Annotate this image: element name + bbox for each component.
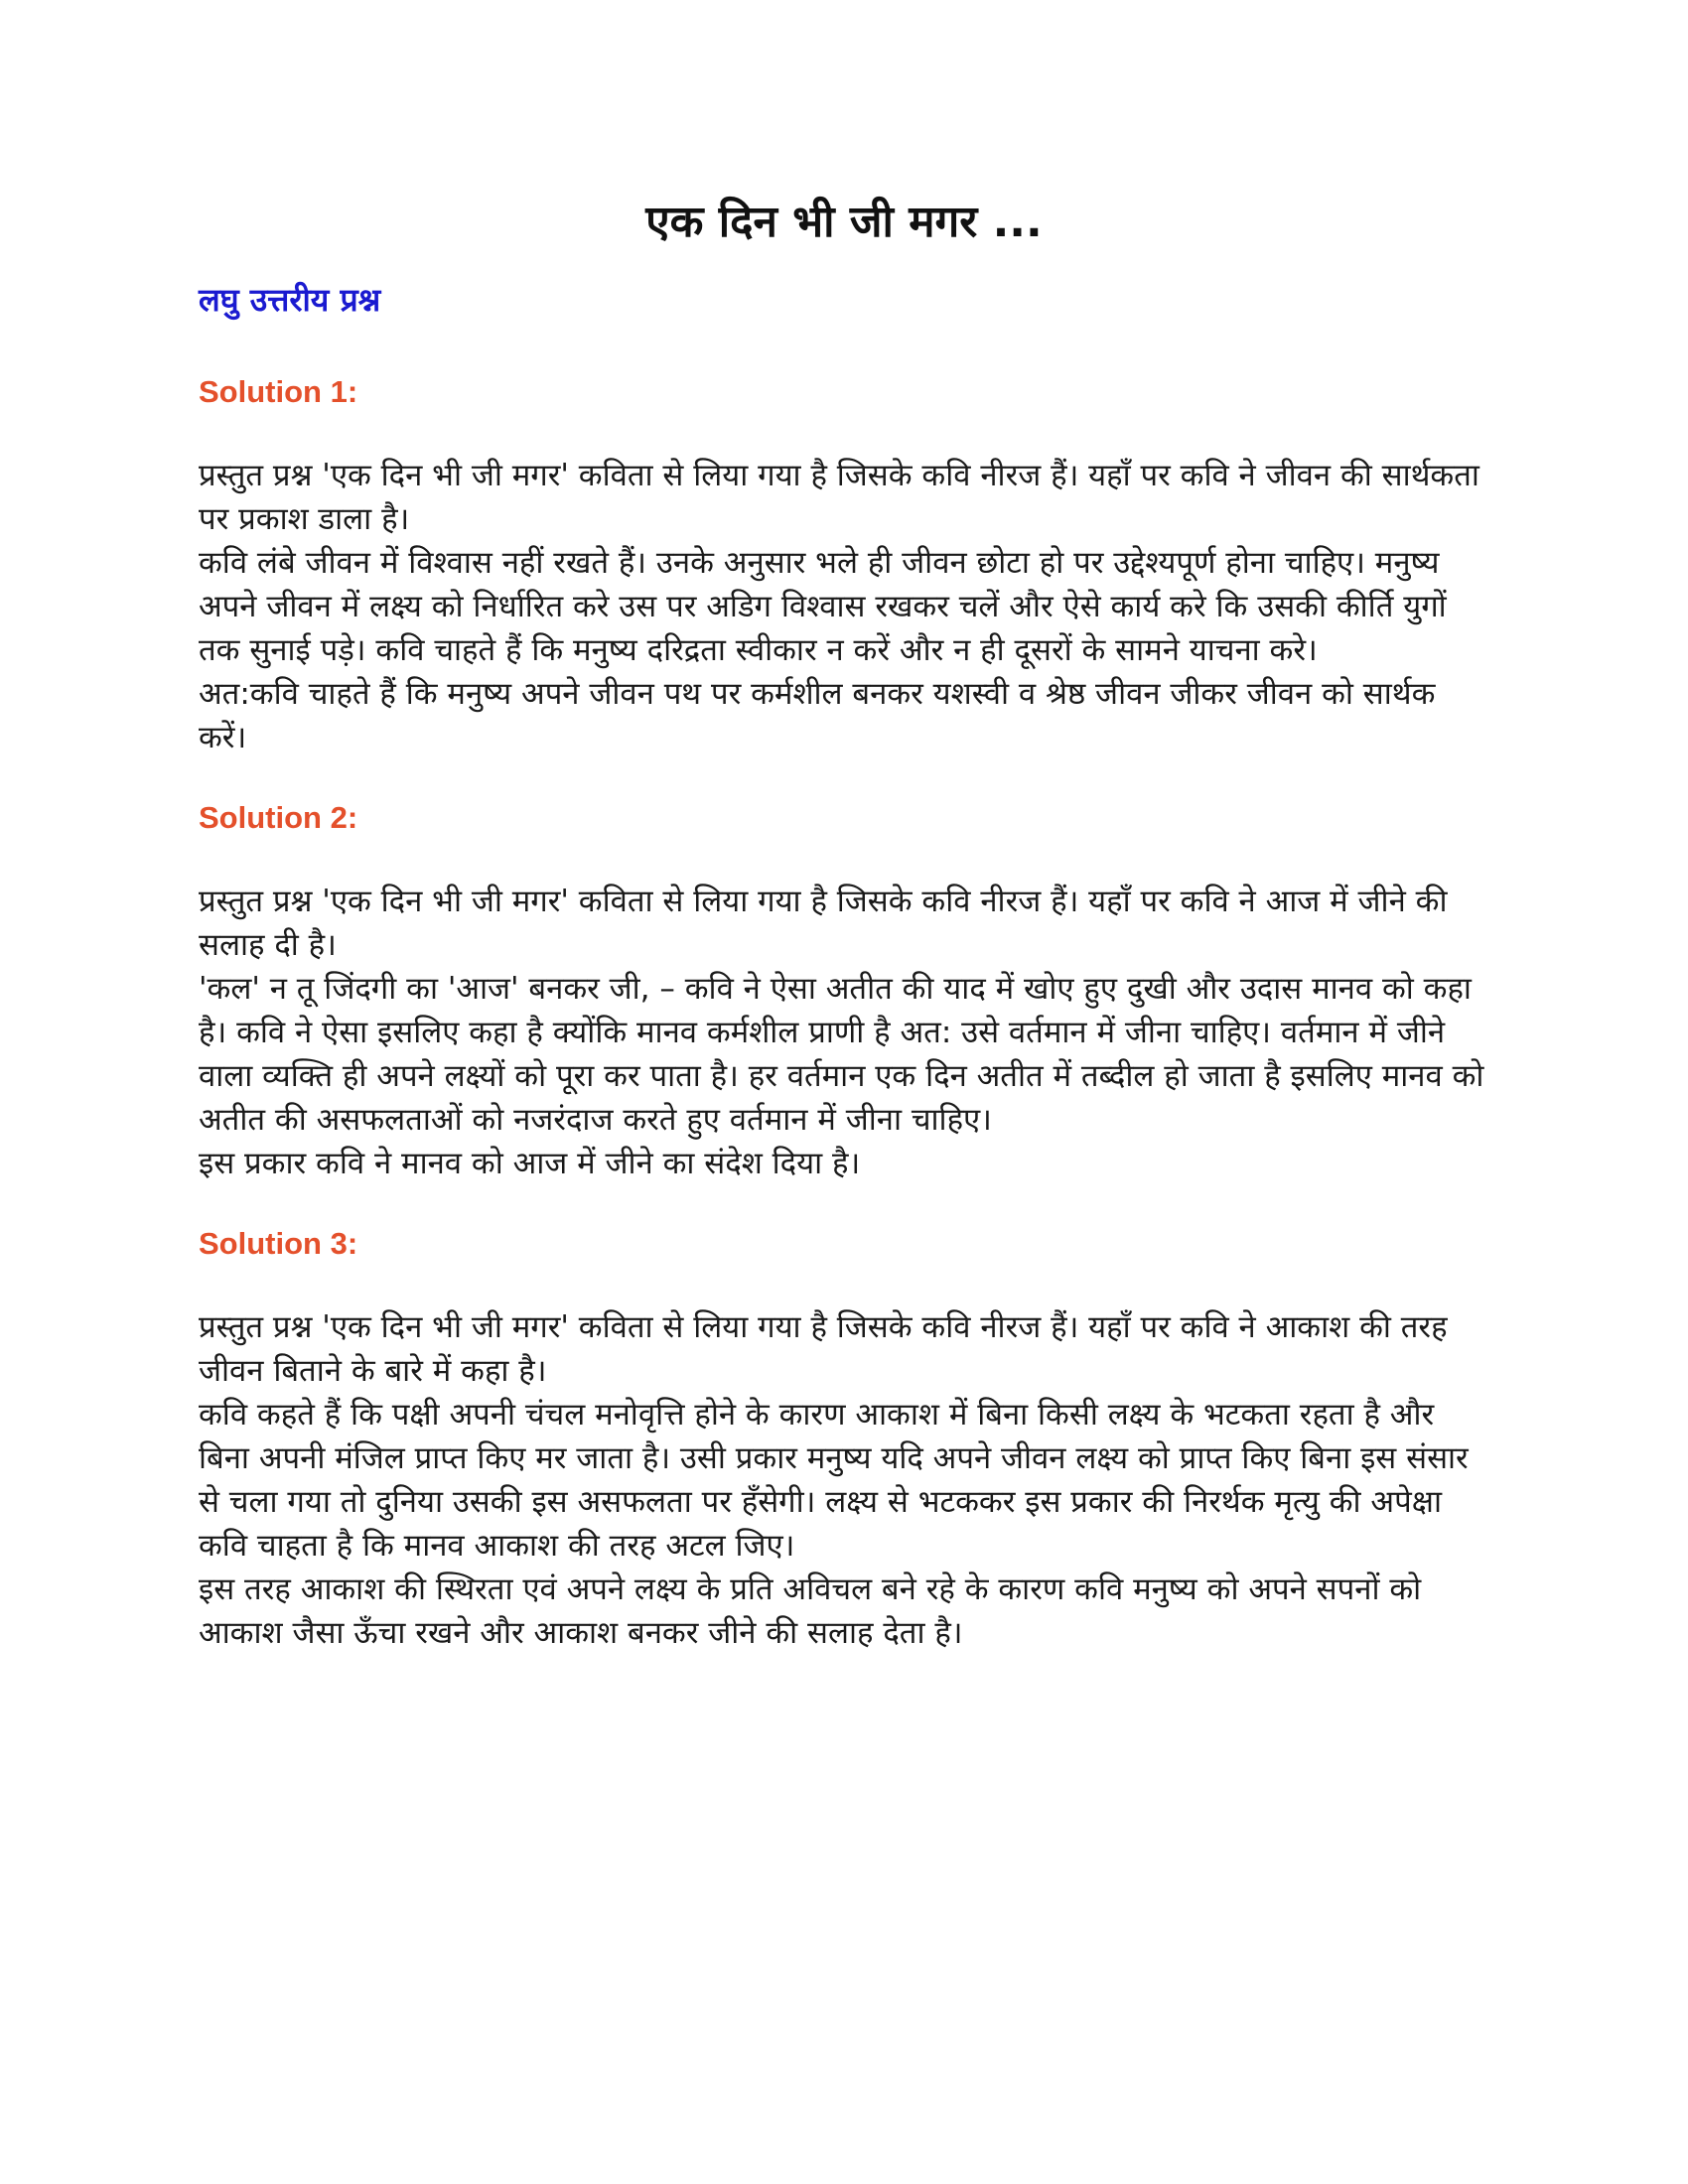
solution-paragraph: कवि कहते हैं कि पक्षी अपनी चंचल मनोवृत्ति होने के कारण आकाश में बिना किसी लक्ष्य के भटकता रहता है और बिना अपनी मंजिल प्राप्त किए मर जाता है। उसी प्रकार मनुष्य यदि अपने जीवन लक्ष्य को प्राप्त किए बिना इस संसार से चला गया तो दुनिया उसकी इस असफलता पर हँसेगी। लक्ष्य से भटककर इस प्रकार की निरर्थक मृत्यु की अपेक्षा कवि चाहता है कि मानव आकाश की तरह अटल जिए। <box>199 1397 1469 1565</box>
solution-paragraph: 'कल' न तू जिंदगी का 'आज' बनकर जी, – कवि ने ऐसा अतीत की याद में खोए हुए दुखी और उदास मानव को कहा है। कवि ने ऐसा इसलिए कहा है क्योंकि मानव कर्मशील प्राणी है अत: उसे वर्तमान में जीना चाहिए। वर्तमान में जीने वाला व्यक्ति ही अपने लक्ष्यों को पूरा कर पाता है। हर वर्तमान एक दिन अतीत में तब्दील हो जाता है इसलिए मानव को अतीत की असफलताओं को नजरंदाज करते हुए वर्तमान में जीना चाहिए। <box>199 971 1484 1139</box>
solution-block-3 <box>199 1225 1489 1655</box>
solution-block-2 <box>199 799 1489 1185</box>
solution-paragraph: इस तरह आकाश की स्थिरता एवं अपने लक्ष्य के प्रति अविचल बने रहे के कारण कवि मनुष्य को अपने सपनों को आकाश जैसा ऊँचा रखने और आकाश बनकर जीने की सलाह देता है। <box>199 1571 1422 1652</box>
solution-paragraph: इस प्रकार कवि ने मानव को आज में जीने का संदेश दिया है। <box>199 1146 861 1182</box>
solution-paragraph: प्रस्तुत प्रश्न 'एक दिन भी जी मगर' कविता से लिया गया है जिसके कवि नीरज हैं। यहाँ पर कवि ने जीवन की सार्थकता पर प्रकाश डाला है। <box>199 457 1479 537</box>
solution-paragraph: प्रस्तुत प्रश्न 'एक दिन भी जी मगर' कविता से लिया गया है जिसके कवि नीरज हैं। यहाँ पर कवि ने आज में जीने की सलाह दी है। <box>199 884 1448 964</box>
solution-paragraph: कवि लंबे जीवन में विश्वास नहीं रखते हैं। उनके अनुसार भले ही जीवन छोटा हो पर उद्देश्यपूर्ण होना चाहिए। मनुष्य अपने जीवन में लक्ष्य को निर्धारित करे उस पर अडिग विश्वास रखकर चलें और ऐसे कार्य करे कि उसकी कीर्ति युगों तक सुनाई पड़े। कवि चाहते हैं कि मनुष्य दरिद्रता स्वीकार न करें और न ही दूसरों के सामने याचना करे। <box>199 544 1447 668</box>
page-title: एक दिन भी जी मगर ... <box>645 197 1043 247</box>
solution-heading: Solution 3: <box>199 1226 358 1262</box>
solution-block-1 <box>199 373 1489 759</box>
solution-paragraph: अत:कवि चाहते हैं कि मनुष्य अपने जीवन पथ पर कर्मशील बनकर यशस्वी व श्रेष्ठ जीवन जीकर जीवन को सार्थक करें। <box>199 675 1436 755</box>
solution-paragraph: प्रस्तुत प्रश्न 'एक दिन भी जी मगर' कविता से लिया गया है जिसके कवि नीरज हैं। यहाँ पर कवि ने आकाश की तरह जीवन बिताने के बारे में कहा है। <box>199 1309 1448 1390</box>
section-heading: लघु उत्तरीय प्रश्न <box>199 281 381 320</box>
solution-heading: Solution 1: <box>199 373 358 409</box>
solution-heading: Solution 2: <box>199 799 358 835</box>
